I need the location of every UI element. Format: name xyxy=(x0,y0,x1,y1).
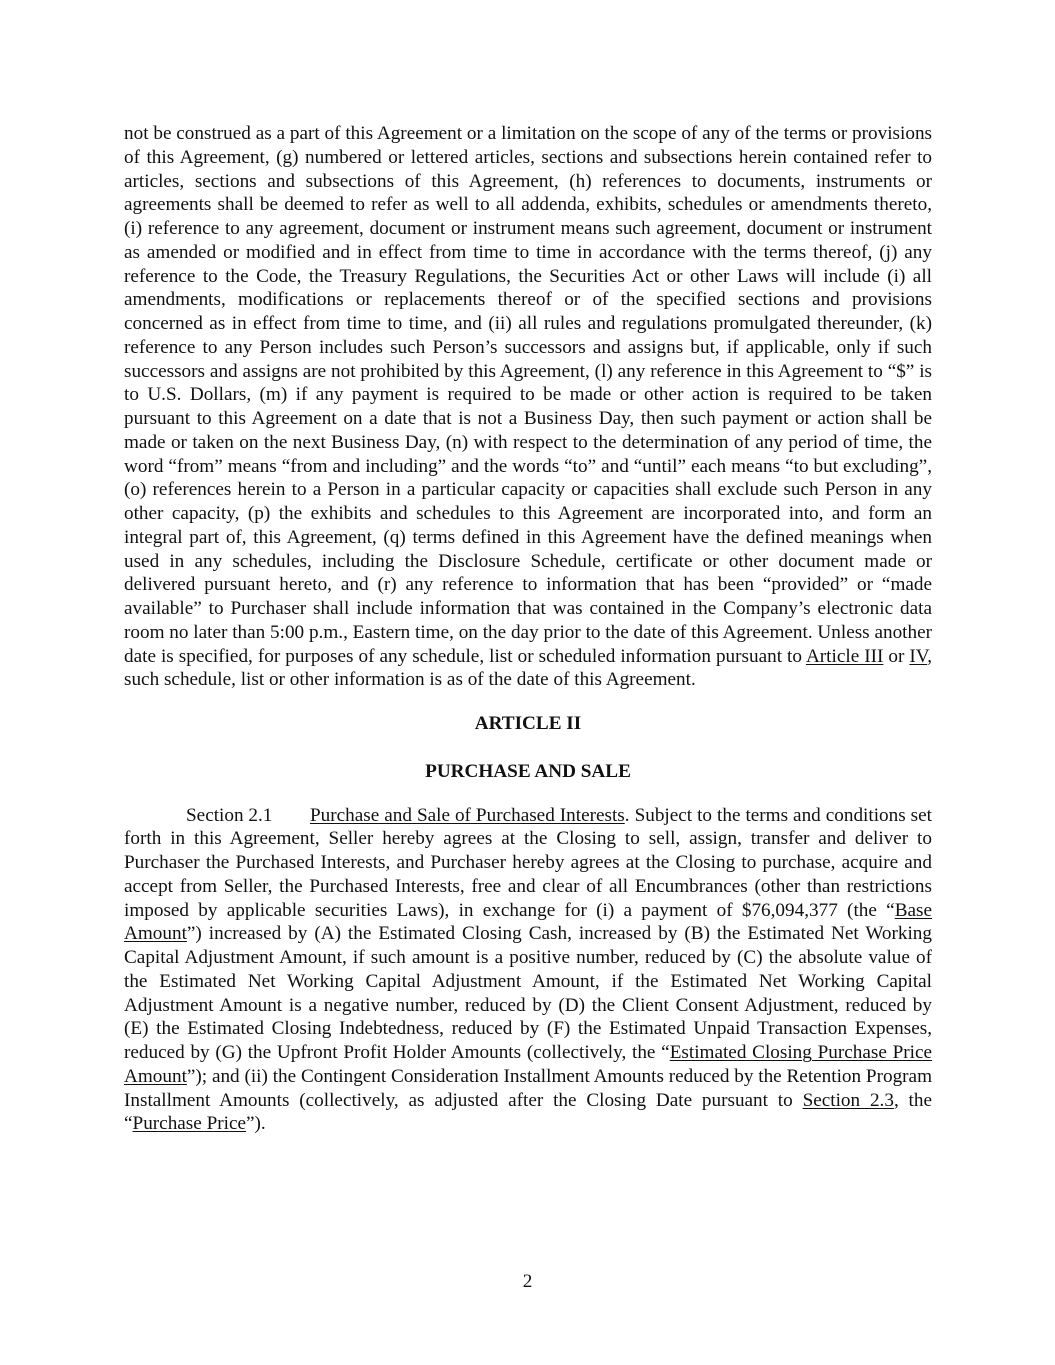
section-label: Section 2.1 xyxy=(186,804,273,826)
defined-term-purchase-price: Purchase Price xyxy=(132,1113,247,1135)
paragraph-text: not be construed as a part of this Agreement or a limitation on the scope of any of the terms or provisions of this Agreement, (g) numbered or lettered articles, sections and subsections herein contained refer to articles, sections and subsections of this Agreement, (h) references to documents, instruments or agreements shall be deemed to refer as well to all addenda, exhibits, schedules or amendments thereto, (i) reference to any agreement, document or instrument means such agreement, document or instrument as amended or modified and in effect from time to time in accordance with the terms thereof, (j) any reference to the Code, the Treasury Regulations, the Securities Act or other Laws will include (i) all amendments, modifications or replacements thereof or of the specified sections and provisions concerned as in effect from time to time, and (ii) all rules and regulations promulgated thereunder, (k) reference to any Person includes such Person’s successors and assigns but, if applicable, only if such successors and assigns are not prohibited by this Agreement, (l) any reference in this Agreement to “$” is to U.S. Dollars, (m) if any payment is required to be made or other action is required to be taken pursuant to this Agreement on a date that is not a Business Day, then such payment or action shall be made or taken on the next Business Day, (n) with respect to the determination of any period of time, the word “from” means “from and including” and the words “to” and “until” each means “to but excluding”, (o) references herein to a Person in a particular capacity or capacities shall exclude such Person in any other capacity, (p) the exhibits and schedules to this Agreement are incorporated into, and form an integral part of, this Agreement, (q) terms defined in this Agreement have the defined meanings when used in any schedules, including the Disclosure Schedule, certificate or other document made or delivered pursuant hereto, and (r) any reference to information that has been “provided” or “made available” to Purchaser shall include information that was contained in the Company’s electronic data room no later than 5:00 p.m., Eastern time, on the day prior to the date of this Agreement. Unless another date is specified, for purposes of any schedule, list or scheduled information pursuant to xyxy=(124,123,932,667)
document-page xyxy=(124,122,932,1136)
article-iv-link[interactable]: IV xyxy=(909,645,928,667)
section-text: ”). xyxy=(246,1113,266,1135)
paragraph-definitions xyxy=(124,122,932,692)
page-number: 2 xyxy=(522,1271,533,1292)
defined-term-base-amount: Base Amount xyxy=(124,899,932,945)
article-heading: ARTICLE II xyxy=(474,713,582,734)
section-2-3-link[interactable]: Section 2.3 xyxy=(802,1089,894,1111)
paragraph-text: , such schedule, list or other information is as of the date of this Agreement. xyxy=(124,645,932,691)
article-title: PURCHASE AND SALE xyxy=(425,760,631,782)
article-iii-link[interactable]: Article III xyxy=(805,645,884,667)
section-text: ”); and (ii) the Contingent Consideration Installment Amounts reduced by the Retention Program Installment Amounts (collectively, as adjusted after the Closing Date pursuant to xyxy=(124,1065,932,1111)
paragraph-text: or xyxy=(883,645,910,667)
section-text: , the “ xyxy=(124,1089,932,1135)
section-text: . Subject to the terms and conditions set forth in this Agreement, Seller hereby agrees at the Closing to sell, assign, transfer and deliver to Purchaser the Purchased Interests, and Purchaser hereby agrees at the Closing to purchase, acquire and accept from Seller, the Purchased Interests, free and clear of all Encumbrances (other than restrictions imposed by applicable securities Laws), in exchange for (i) a payment of $76,094,377 (the “ xyxy=(124,804,932,921)
section-title: Purchase and Sale of Purchased Interests xyxy=(310,804,625,826)
section-2-1-paragraph xyxy=(124,804,932,1137)
defined-term-estimated-closing-purchase-price: Estimated Closing Purchase Price Amount xyxy=(124,1042,932,1087)
section-text: ”) increased by (A) the Estimated Closing Cash, increased by (B) the Estimated Net Working Capital Adjustment Amount, if such amount is a positive number, reduced by (C) the absolute value of the Estimated Net Working Capital Adjustment Amount, if the Estimated Net Working Capital Adjustment Amount is a negative number, reduced by (D) the Client Consent Adjustment, reduced by (E) the Estimated Closing Indebtedness, reduced by (F) the Estimated Unpaid Transaction Expenses, reduced by (G) the Upfront Profit Holder Amounts (collectively, the “ xyxy=(124,923,932,1063)
